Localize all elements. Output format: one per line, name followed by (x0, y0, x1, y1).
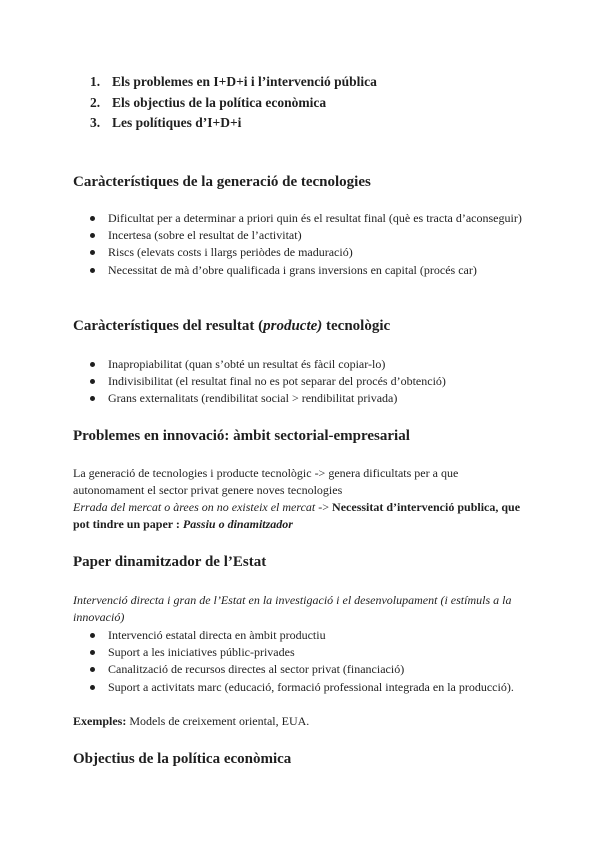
list-item: Canalització de recursos directes al sector privat (financiació) (108, 661, 528, 678)
toc-number: 2. (90, 94, 101, 110)
section-heading-result (73, 316, 390, 336)
paragraph-intro: Intervenció directa i gran de l’Estat en la investigació i el desenvolupament (i estímuls a la innovació) (73, 593, 512, 625)
generation-characteristics-list (108, 210, 528, 279)
toc-number: 3. (90, 115, 101, 130)
bold-italic-text: Passiu o dinamitzador (182, 517, 293, 532)
table-of-contents (74, 72, 377, 134)
examples-line (73, 713, 523, 730)
toc-number: 1. (90, 74, 101, 89)
examples-label: Exemples: (73, 714, 127, 728)
list-item: Grans externalitats (rendibilitat social > rendibilitat privada) (108, 390, 528, 407)
toc-text: Els problemes en I+D+i i l’intervenció pública (112, 74, 377, 89)
section-heading-generation: Caràcterístiques de la generació de tecnologies (73, 174, 371, 190)
examples-text: Models de creixement oriental, EUA. (126, 714, 310, 728)
toc-text: Les polítiques d’I+D+i (112, 115, 242, 130)
list-item: Indivisibilitat (el resultat final no es pot separar del procés d’obtenció) (108, 373, 528, 390)
heading-italic-text: producte) (263, 318, 323, 334)
section-heading-innovation-problems: Problemes en innovació: àmbit sectorial-empresarial (73, 428, 410, 444)
heading-text: Caràcterístiques del resultat ( (73, 318, 264, 334)
list-item: Inapropiabilitat (quan s’obté un resultat és fàcil copiar-lo) (108, 356, 528, 373)
section-heading-policy-objectives: Objectius de la política econòmica (73, 751, 292, 767)
italic-text: Errada del mercat o àrees on no existeix el mercat (73, 500, 316, 514)
toc-item (74, 93, 377, 114)
list-item: Suport a les iniciatives públic-privades (108, 644, 528, 661)
list-item: Incertesa (sobre el resultat de l’activitat) (108, 227, 528, 244)
toc-text: Els objectius de la política econòmica (112, 94, 327, 110)
section-heading-state-role: Paper dinamitzador de l’Estat (73, 554, 267, 570)
state-role-list (108, 627, 528, 696)
list-item: Suport a activitats marc (educació, formació professional integrada en la producció). (108, 679, 528, 696)
result-characteristics-list (108, 356, 528, 408)
list-item: Intervenció estatal directa en àmbit productiu (108, 627, 528, 644)
list-item: Necessitat de mà d’obre qualificada i grans inversions en capital (procés car) (108, 262, 528, 279)
arrow-text: -> (315, 500, 333, 514)
heading-text: tecnològic (322, 318, 391, 334)
list-item: Riscs (elevats costs i llargs periòdes de maduració) (108, 244, 528, 261)
list-item: Dificultat per a determinar a priori quin és el resultat final (què es tracta d’aconseguir) (108, 210, 528, 227)
toc-item (74, 72, 377, 93)
toc-item (74, 113, 377, 134)
paragraph (73, 499, 523, 533)
bold-text: Necessitat d’intervenció publica, que pot tindre un paper : (73, 500, 521, 532)
paragraph: La generació de tecnologies i producte tecnològic -> genera dificultats per a que autonomament el sector privat genere noves tecnologies (73, 466, 459, 498)
